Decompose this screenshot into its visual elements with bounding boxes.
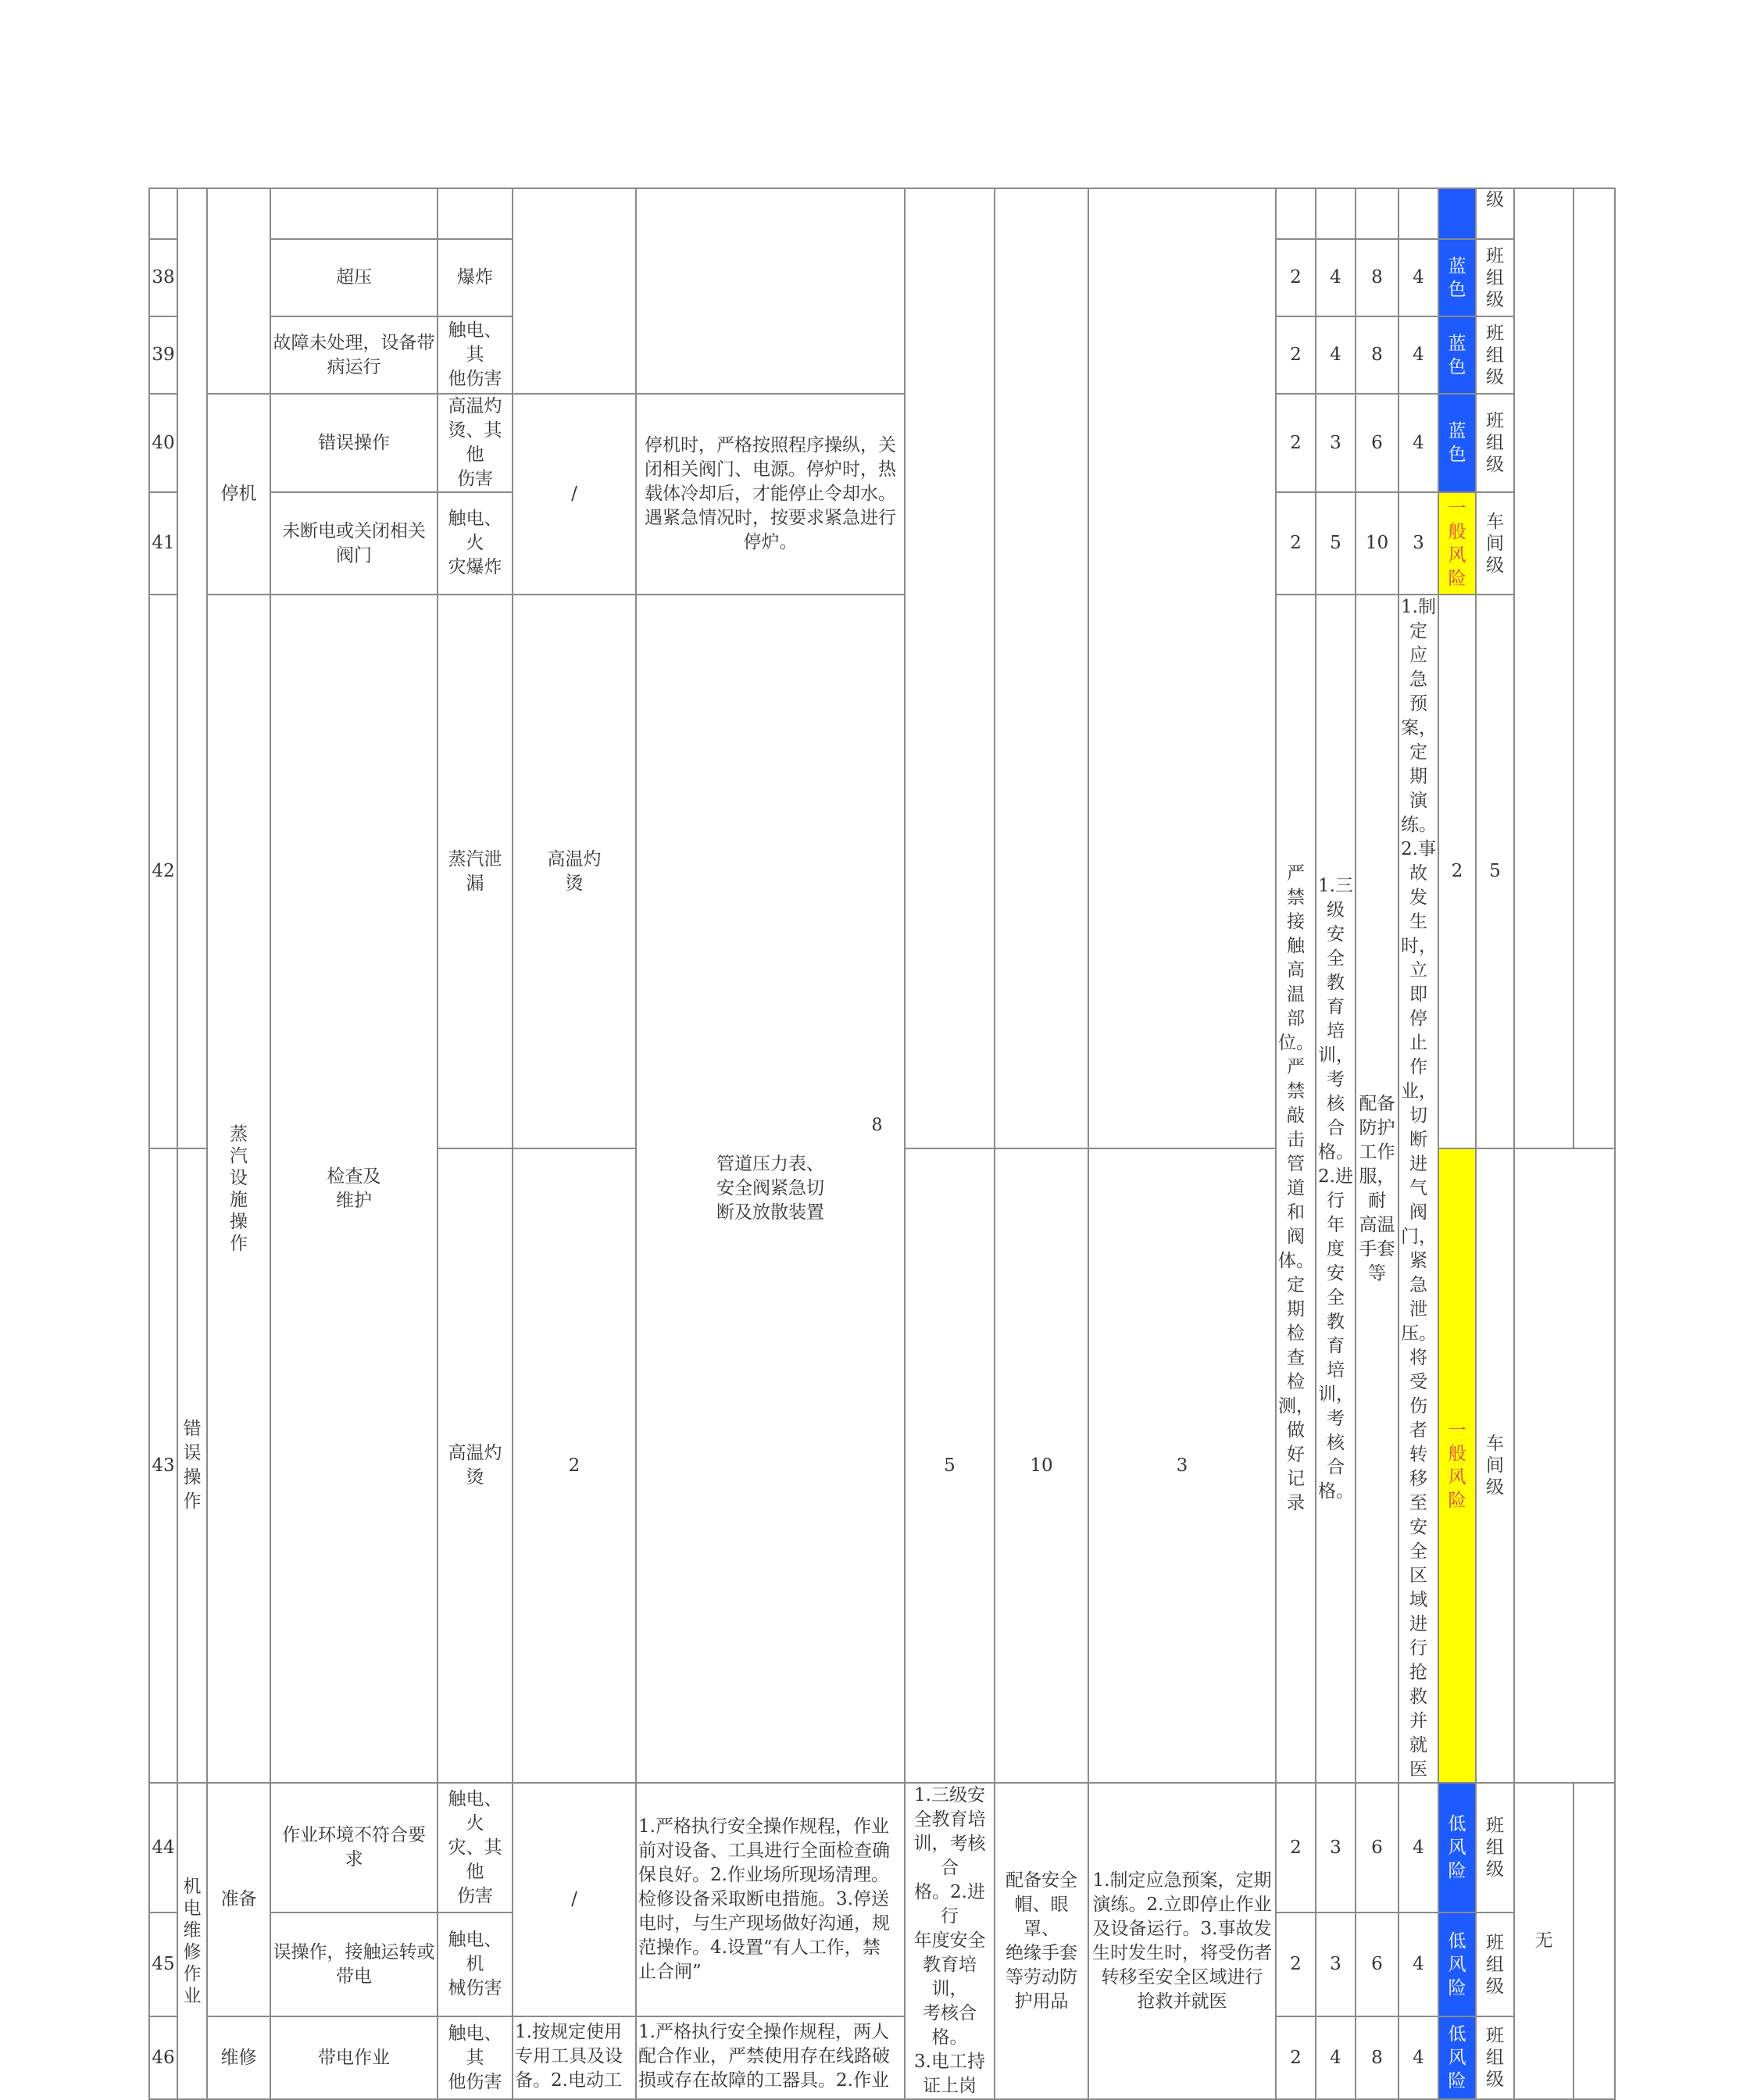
page-number: 8 (871, 1116, 883, 1135)
cell-activity-carry (177, 188, 207, 1148)
harm-type: 高温灼 烫 (438, 1148, 513, 1783)
row-number: 40 (149, 394, 177, 492)
emergency-measure: 1.制定应急预案，定期 演练。2.立即停止作业 及设备运行。3.事故发 生时发生时，将受伤者 转移至安全区域进行 抢救并就医 (1088, 1783, 1276, 2099)
risk-assessment-table (148, 188, 1616, 2100)
risk-color-cell: 蓝 色 (1438, 394, 1476, 492)
harm-type: 触电、火 灾爆炸 (438, 492, 513, 595)
value-l: 2 (513, 1148, 636, 1783)
cell-engineering-carry (513, 188, 636, 394)
control-level: 班 组 级 (1476, 2016, 1514, 2099)
value-l: 2 (1276, 394, 1316, 492)
row-number: 43 (149, 1148, 177, 1783)
harm-type: 触电、其 他伤害 (438, 2016, 513, 2099)
training-measure: 1.三级安 全教育培 训，考核合 格。2.进行 年度安全 教育培训， 考核合格。 (1316, 595, 1356, 1783)
value-d: 10 (995, 1148, 1088, 1783)
value-l: 2 (1276, 1912, 1316, 2016)
value-level: 4 (1399, 1912, 1438, 2016)
value-level: 4 (1399, 2016, 1438, 2099)
work-step: 维修 (207, 2016, 270, 2099)
value-e: 3 (1316, 1912, 1356, 2016)
value-l: 2 (1276, 1783, 1316, 1912)
value-e: 5 (1316, 492, 1356, 595)
harm-type: 触电、机 械伤害 (438, 1912, 513, 2016)
risk-color-cell: 蓝 色 (1438, 316, 1476, 394)
control-level: 班 组 级 (1476, 239, 1514, 316)
cell-empty (1276, 188, 1316, 239)
cell-empty (1574, 188, 1615, 1148)
row-number: 38 (149, 239, 177, 316)
risk-color-cell: 蓝 色 (1438, 239, 1476, 316)
cell-management-carry (636, 188, 905, 394)
accident-cause: 未断电或关闭相关 阀门 (270, 492, 438, 595)
cell-empty (438, 188, 513, 239)
table-row (149, 1783, 1615, 1912)
remark: 无 (1514, 1783, 1574, 2099)
cell-empty (270, 188, 438, 239)
engineering-measure: / (513, 394, 636, 595)
work-step: 停机 (207, 394, 270, 595)
value-d: 8 (1356, 316, 1399, 394)
accident-cause: 蒸汽泄漏 (438, 595, 513, 1148)
accident-cause: 作业环境不符合要 求 (270, 1783, 438, 1912)
ppe-measure: 配备防护 工作服，耐 高温手套 等 (1356, 595, 1399, 1783)
engineering-measure: 管道压力表、 安全阀紧急切 断及放散装置 (636, 595, 905, 1783)
harm-type: 高温灼 烫、其他 伤害 (438, 394, 513, 492)
value-d: 8 (1356, 2016, 1399, 2099)
cell-empty (1574, 1783, 1615, 2099)
table-row-carryover (149, 188, 1615, 239)
value-level: 4 (1399, 239, 1438, 316)
cell-empty (1316, 188, 1356, 239)
row-number: 46 (149, 2016, 177, 2099)
value-e: 4 (1316, 316, 1356, 394)
value-level: 3 (1088, 1148, 1276, 1783)
control-level-tail: 级 (1476, 188, 1514, 239)
control-level: 班 组 级 (1476, 1783, 1514, 1912)
value-d: 6 (1356, 394, 1399, 492)
work-step: 检查及 维护 (270, 595, 438, 1783)
work-activity: 机 电 维 修 作 业 (177, 1783, 207, 2099)
cell-empty (1356, 188, 1399, 239)
value-l: 2 (1438, 595, 1476, 1148)
accident-cause: 超压 (270, 239, 438, 316)
value-l: 2 (1276, 316, 1316, 394)
risk-color-cell: 一 般 风 险 (1438, 1148, 1476, 1783)
value-l: 2 (1276, 239, 1316, 316)
management-measure: 1.严格执行安全操作规程，两人 配合作业，严禁使用存在线路破 损或存在故障的工器具。2.作业 (636, 2016, 905, 2099)
risk-color-cell: 低 风 险 (1438, 1912, 1476, 2016)
risk-color-cell: 低 风 险 (1438, 1783, 1476, 1912)
cell-remark-carry (1514, 188, 1574, 1148)
value-d: 8 (1356, 239, 1399, 316)
value-d: 6 (1356, 1912, 1399, 2016)
value-l: 2 (1276, 2016, 1316, 2099)
value-level: 3 (1399, 492, 1438, 595)
row-number: 41 (149, 492, 177, 595)
harm-type: 触电、其 他伤害 (438, 316, 513, 394)
value-d: 6 (1356, 1783, 1399, 1912)
engineering-measure: / (513, 1783, 636, 2016)
harm-type: 触电、火 灾、其他 伤害 (438, 1783, 513, 1912)
value-d: 10 (1356, 492, 1399, 595)
value-level: 4 (1399, 316, 1438, 394)
cell-step-carry (207, 188, 270, 394)
value-e: 5 (905, 1148, 995, 1783)
value-e: 4 (1316, 2016, 1356, 2099)
management-measure: 严禁接触高温部位。严禁敲击管 道和阀体。定期检查检测，做好 记录 (1276, 595, 1316, 1783)
accident-cause: 误操作，接触运转或 带电 (270, 1912, 438, 2016)
table-row (149, 2016, 1615, 2099)
cell-emergency-carry (1088, 188, 1276, 1148)
value-l: 2 (1276, 492, 1316, 595)
work-activity: 蒸 汽 设 施 操 作 (207, 595, 270, 1783)
table-row (149, 595, 1615, 1148)
row-number: 44 (149, 1783, 177, 1912)
risk-color-cell (1438, 188, 1476, 239)
training-measure: 1.三级安 全教育培 训，考核合 格。2.进行 年度安全 教育培训， 考核合格。 3.电工持 证上岗 (905, 1783, 995, 2099)
management-measure: 1.严格执行安全操作规程，作业 前对设备、工具进行全面检查确 保良好。2.作业场所现场清理。 检修设备采取断电措施。3.停送 电时，与生产现场做好沟通，规 范操作。4.设置“有人工作，禁 止合闸” (636, 1783, 905, 2016)
control-level: 班 组 级 (1476, 316, 1514, 394)
emergency-measure: 1.制定应急预案，定期 演练。2.事故发生时， 立即停止作业，切断进 气阀门，紧急泄压。将 受伤者转移至安全区 域进行抢救并就医 (1399, 595, 1438, 1783)
risk-color-cell: 一 般 风 险 (1438, 492, 1476, 595)
table-row (149, 394, 1615, 492)
value-e: 5 (1476, 595, 1514, 1148)
value-e: 3 (1316, 394, 1356, 492)
control-level: 班 组 级 (1476, 1912, 1514, 2016)
risk-color-cell: 低 风 险 (1438, 2016, 1476, 2099)
value-level: 4 (1399, 1783, 1438, 1912)
value-e: 4 (1316, 239, 1356, 316)
accident-cause: 故障未处理，设备带 病运行 (270, 316, 438, 394)
accident-cause: 错误操作 (270, 394, 438, 492)
control-level: 车 间 级 (1476, 1148, 1514, 1783)
cell-ppe-carry (995, 188, 1088, 1148)
cell-training-carry (905, 188, 995, 1148)
engineering-measure: 1.按规定使用 专用工具及设 备。2.电动工 (513, 2016, 636, 2099)
control-level: 班 组 级 (1476, 394, 1514, 492)
cell-empty (149, 188, 177, 239)
harm-type: 高温灼 烫 (513, 595, 636, 1148)
accident-cause: 错误操作 (177, 1148, 207, 1783)
control-level: 车 间 级 (1476, 492, 1514, 595)
harm-type: 爆炸 (438, 239, 513, 316)
accident-cause: 带电作业 (270, 2016, 438, 2099)
value-level: 4 (1399, 394, 1438, 492)
work-step: 准备 (207, 1783, 270, 2016)
row-number: 42 (149, 595, 177, 1148)
management-measure: 停机时，严格按照程序操纵，关 闭相关阀门、电源。停炉时，热 载体冷却后，才能停止令却水。 遇紧急情况时，按要求紧急进行 停炉。 (636, 394, 905, 595)
cell-empty (1399, 188, 1438, 239)
ppe-measure: 配备安全 帽、眼罩、 绝缘手套 等劳动防 护用品 (995, 1783, 1088, 2099)
row-number: 45 (149, 1912, 177, 2016)
row-number: 39 (149, 316, 177, 394)
value-e: 3 (1316, 1783, 1356, 1912)
